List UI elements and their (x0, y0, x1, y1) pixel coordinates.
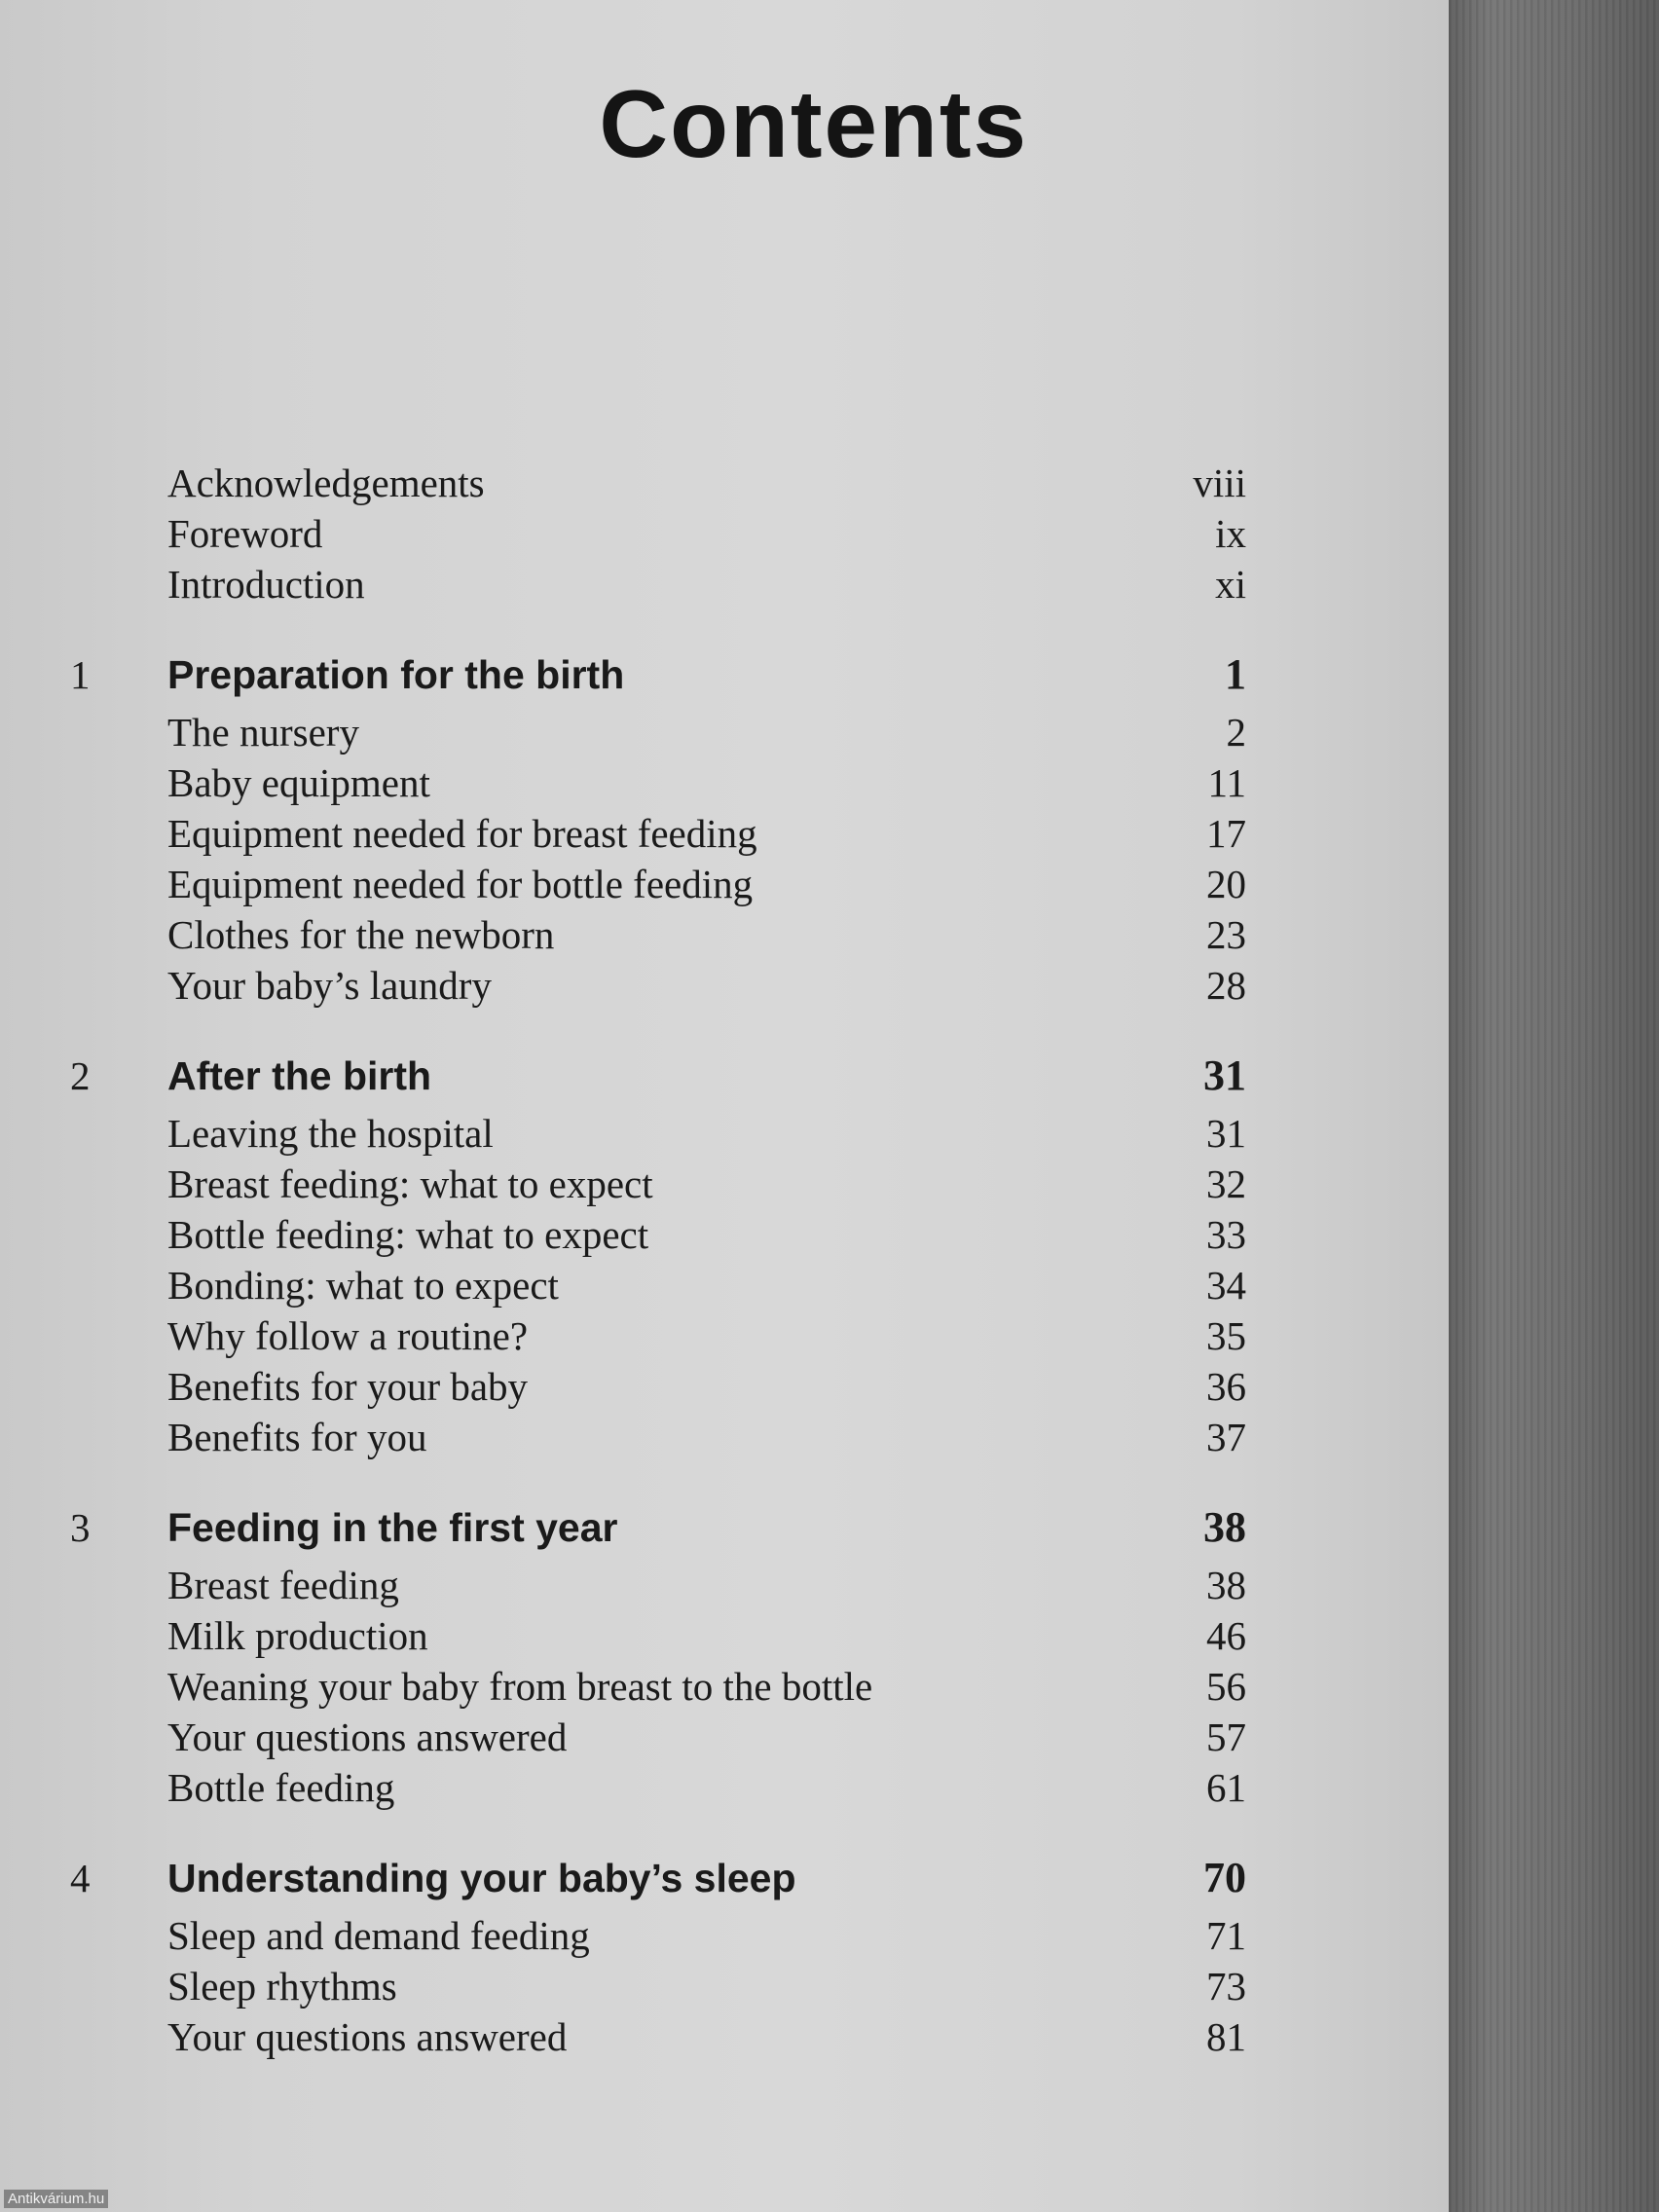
chapter-heading (58, 1044, 1246, 1108)
toc-entry-page: 28 (1206, 963, 1246, 1008)
toc-entry-page: 20 (1206, 862, 1246, 906)
toc-entry-page: 73 (1206, 1964, 1246, 2009)
chapter-title: Preparation for the birth (167, 652, 625, 697)
toc-entry-page: 38 (1206, 1563, 1246, 1607)
toc-entry (58, 1412, 1246, 1462)
toc-entry-page: 81 (1206, 2014, 1246, 2059)
toc-entry (58, 1260, 1246, 1310)
watermark: Antikvárium.hu (4, 2190, 108, 2208)
toc-entry-label: Your questions answered (167, 1714, 568, 1759)
toc-entry (58, 1361, 1246, 1412)
toc-entry-label: Baby equipment (167, 760, 430, 805)
toc-entry-label: Weaning your baby from breast to the bottle (167, 1664, 873, 1709)
toc-entry-label: Leaving the hospital (167, 1111, 494, 1156)
toc-entry (58, 1910, 1246, 1961)
toc-entry-label: Bottle feeding: what to expect (167, 1212, 649, 1257)
chapter-page: 38 (1203, 1503, 1246, 1551)
toc-entry (58, 1209, 1246, 1260)
chapter-sections (58, 1910, 1246, 2062)
toc-entry-page: 71 (1206, 1913, 1246, 1958)
toc-entry-page: 32 (1206, 1161, 1246, 1206)
toc-entry-label: Equipment needed for bottle feeding (167, 862, 754, 906)
toc-entry (58, 458, 1246, 508)
chapter-sections (58, 1560, 1246, 1813)
toc-entry-page: 2 (1226, 710, 1246, 755)
toc-entry-page: 57 (1206, 1714, 1246, 1759)
chapter-title: Feeding in the first year (167, 1505, 618, 1550)
chapter-title: After the birth (167, 1053, 432, 1098)
toc-entry (58, 1762, 1246, 1813)
toc-entry-page: 56 (1206, 1664, 1246, 1709)
chapter-number: 2 (70, 1053, 91, 1098)
toc-entry-page: 36 (1206, 1364, 1246, 1409)
toc-entry-label: Foreword (167, 511, 323, 556)
toc-entry-label: Breast feeding (167, 1563, 399, 1607)
toc-entry-page: 34 (1206, 1263, 1246, 1308)
toc-entry (58, 1159, 1246, 1209)
toc-entry (58, 1310, 1246, 1361)
toc-entry (58, 508, 1246, 559)
toc-entry-label: Clothes for the newborn (167, 912, 555, 957)
toc-entry-label: Benefits for your baby (167, 1364, 529, 1409)
chapter-number: 1 (70, 652, 91, 697)
toc-entry-label: Bottle feeding (167, 1765, 395, 1810)
table-of-contents (58, 458, 1246, 2062)
toc-entry (58, 808, 1246, 859)
toc-entry-label: Sleep and demand feeding (167, 1913, 590, 1958)
toc-entry-page: 46 (1206, 1613, 1246, 1658)
toc-entry-label: Bonding: what to expect (167, 1263, 559, 1308)
chapter-number: 4 (70, 1856, 91, 1900)
toc-entry-page: 31 (1206, 1111, 1246, 1156)
toc-entry-label: Breast feeding: what to expect (167, 1161, 653, 1206)
chapter-page: 1 (1225, 650, 1246, 698)
toc-entry-page: viii (1193, 461, 1246, 505)
chapter-page: 31 (1203, 1051, 1246, 1099)
toc-entry (58, 707, 1246, 757)
toc-entry-label: Benefits for you (167, 1415, 427, 1459)
toc-entry-page: 23 (1206, 912, 1246, 957)
toc-entry-page: xi (1215, 562, 1246, 607)
page-edge-shadow (1449, 0, 1659, 2212)
toc-entry (58, 757, 1246, 808)
toc-entry-label: Introduction (167, 562, 365, 607)
toc-entry-label: Sleep rhythms (167, 1964, 397, 2009)
toc-entry (58, 2011, 1246, 2062)
toc-entry-label: Your questions answered (167, 2014, 568, 2059)
toc-entry (58, 1961, 1246, 2011)
toc-entry-page: 61 (1206, 1765, 1246, 1810)
toc-entry (58, 1712, 1246, 1762)
chapter-page: 70 (1203, 1854, 1246, 1901)
toc-entry (58, 559, 1246, 609)
chapter-heading (58, 643, 1246, 707)
chapter-heading (58, 1846, 1246, 1910)
chapter-sections (58, 707, 1246, 1011)
toc-entry-label: Milk production (167, 1613, 428, 1658)
toc-entry (58, 909, 1246, 960)
toc-entry (58, 1610, 1246, 1661)
toc-entry (58, 859, 1246, 909)
chapter-heading (58, 1495, 1246, 1560)
chapter-number: 3 (70, 1505, 91, 1550)
toc-entry-label: Your baby’s laundry (167, 963, 492, 1008)
toc-entry-page: 11 (1207, 760, 1246, 805)
toc-entry-page: 35 (1206, 1313, 1246, 1358)
toc-entry-label: Why follow a routine? (167, 1313, 529, 1358)
toc-entry-label: Equipment needed for breast feeding (167, 811, 757, 856)
toc-entry (58, 1661, 1246, 1712)
front-matter (58, 458, 1246, 609)
toc-entry-page: 17 (1206, 811, 1246, 856)
page-title: Contents (599, 70, 1028, 177)
toc-entry (58, 1108, 1246, 1159)
toc-entry-label: Acknowledgements (167, 461, 485, 505)
toc-entry (58, 960, 1246, 1011)
toc-entry-page: 33 (1206, 1212, 1246, 1257)
toc-entry (58, 1560, 1246, 1610)
chapter-sections (58, 1108, 1246, 1462)
toc-entry-page: 37 (1206, 1415, 1246, 1459)
chapter-title: Understanding your baby’s sleep (167, 1856, 796, 1900)
toc-entry-page: ix (1215, 511, 1246, 556)
toc-entry-label: The nursery (167, 710, 359, 755)
